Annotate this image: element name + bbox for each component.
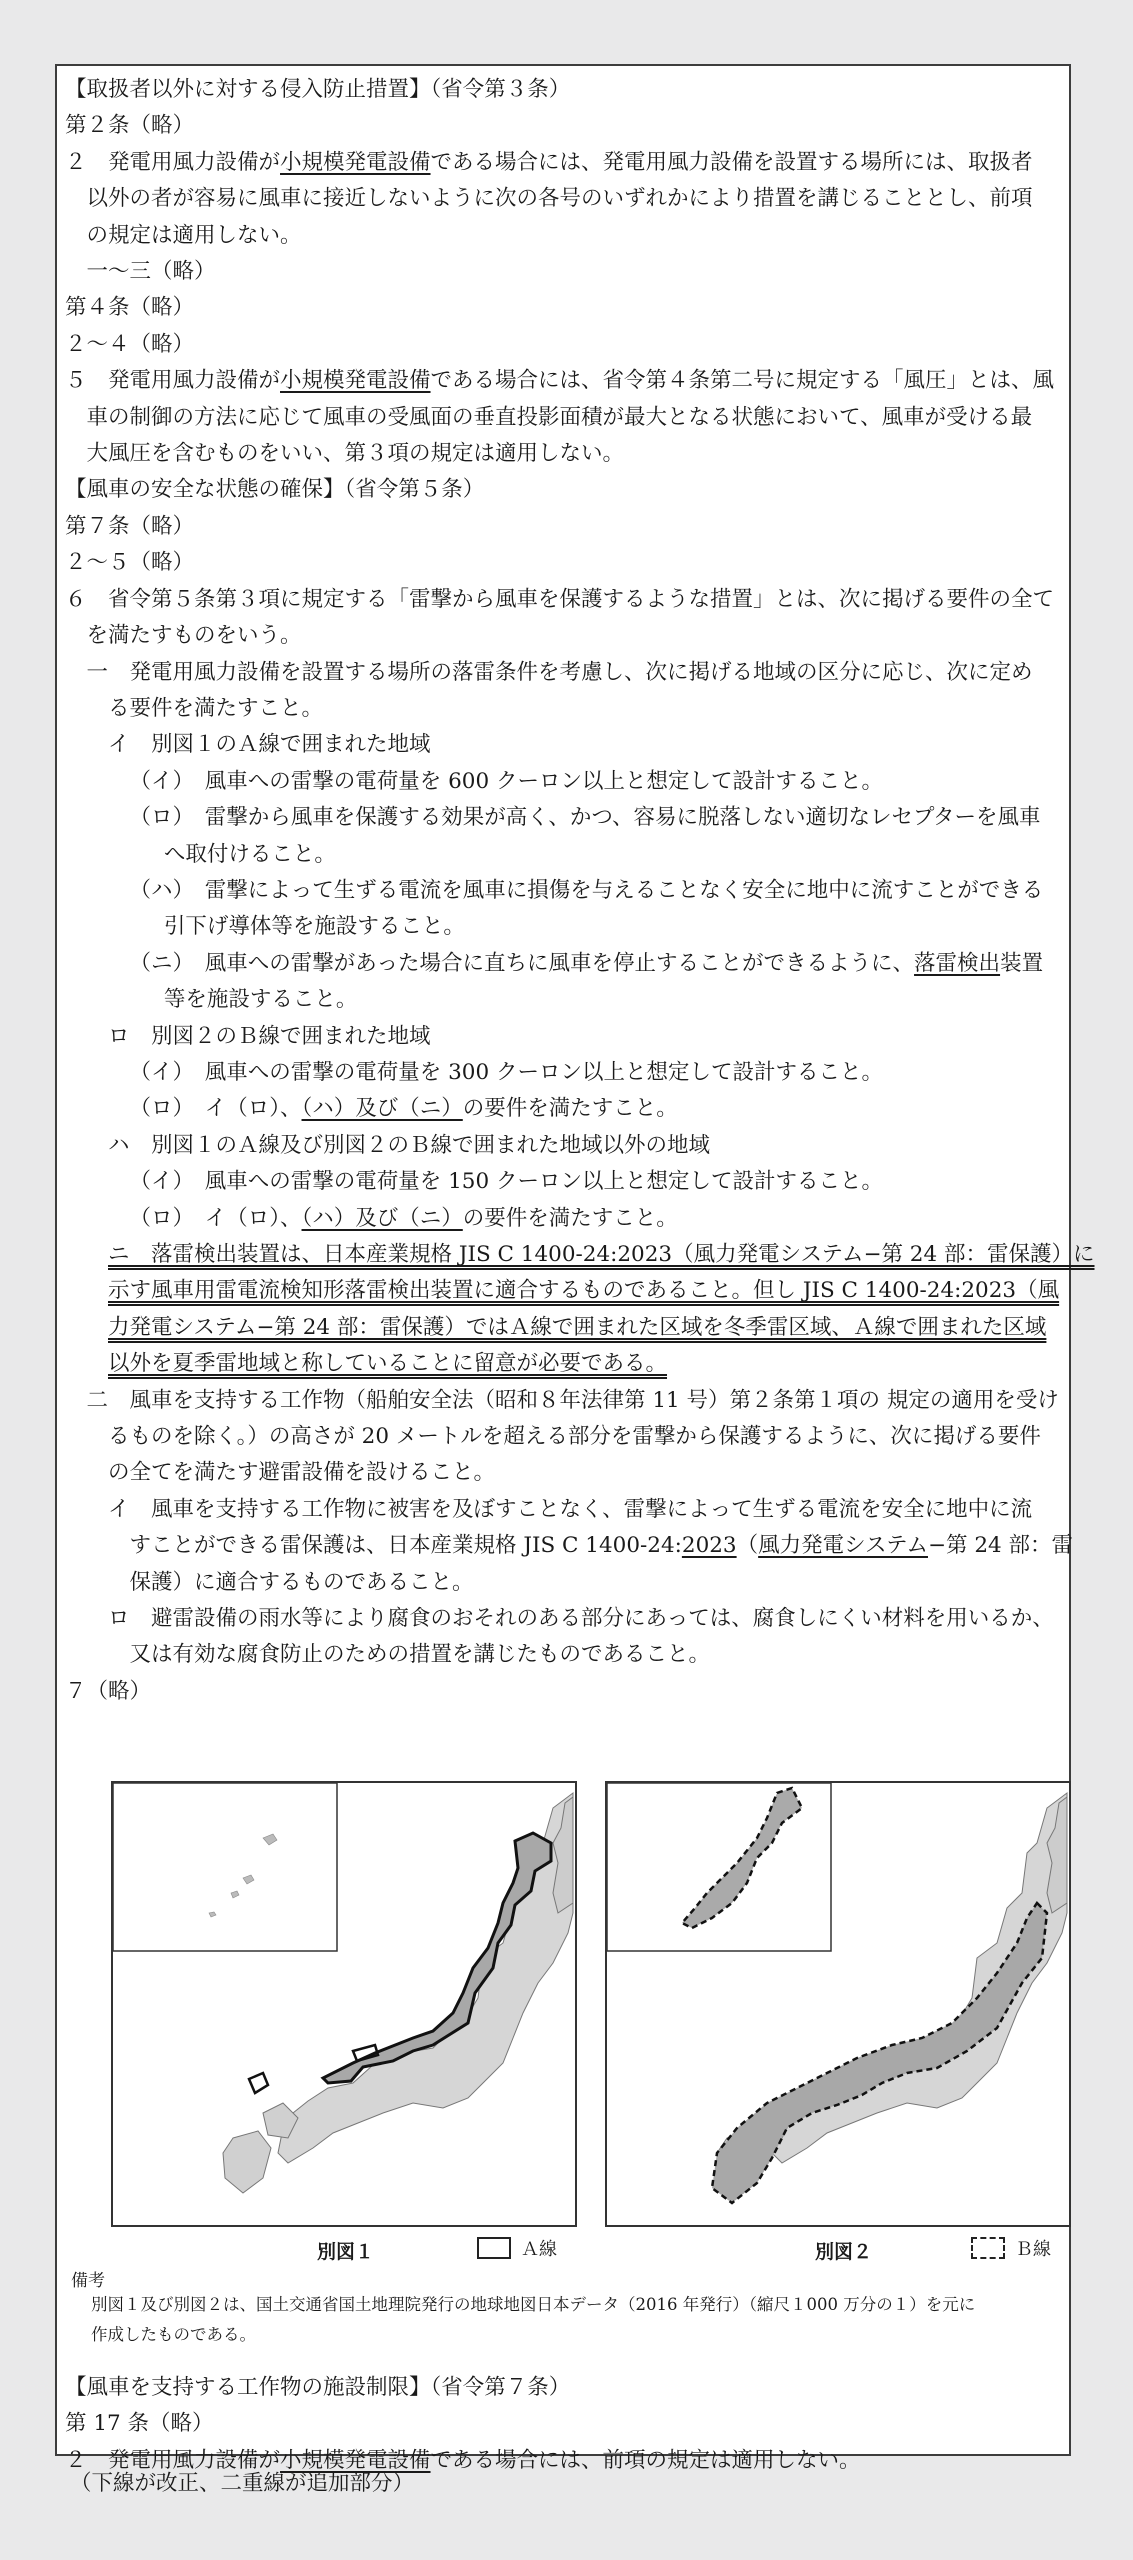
text-run: （イ） 風車への雷撃の電荷量を 150 クーロン以上と想定して設計すること。 — [129, 1169, 883, 1195]
text-line — [65, 509, 1065, 545]
figure-2-label: 別図２ — [815, 2241, 873, 2263]
text-line — [65, 1455, 1065, 1491]
underlined-term: 落雷検出 — [914, 950, 1001, 976]
text-line — [65, 582, 1065, 618]
text-line — [65, 1383, 1065, 1419]
text-run: 又は有効な腐食防止のための措置を講じたものであること。 — [129, 1642, 711, 1668]
text-run: （イ） 風車への雷撃の電荷量を 600 クーロン以上と想定して設計すること。 — [129, 768, 883, 794]
text-line — [65, 363, 1065, 399]
text-run: （ — [736, 1533, 759, 1559]
text-run: ５ 発電用風力設備が — [65, 368, 281, 394]
text-line — [65, 545, 1065, 581]
text-line — [65, 145, 1065, 181]
text-run: 以外の者が容易に風車に接近しないように次の各号のいずれかにより措置を講じることとし、前項 — [86, 186, 1033, 212]
text-line — [65, 946, 1065, 982]
article-17-section — [65, 2370, 1065, 2479]
line-b-swatch — [971, 2237, 1005, 2259]
text-line — [65, 691, 1065, 727]
text-line — [65, 909, 1065, 945]
text-line — [65, 837, 1065, 873]
text-line — [65, 1528, 1074, 1564]
regulation-text — [65, 72, 1095, 1710]
text-line — [65, 1674, 1065, 1710]
text-run: （ロ） イ（ロ）、 — [129, 1205, 302, 1231]
text-line — [65, 1273, 1065, 1309]
text-line — [65, 1128, 1065, 1164]
text-run: 車の制御の方法に応じて風車の受風面の垂直投影面積が最大となる状態において、風車が受ける最 — [86, 404, 1033, 430]
text-run: ２～５（略） — [65, 550, 195, 576]
text-line — [65, 1310, 1065, 1346]
text-line — [65, 618, 1065, 654]
text-run: である場合には、前項の規定は適用しない。 — [430, 2447, 861, 2473]
text-run: ロ 避雷設備の雨水等により腐食のおそれのある部分にあっては、腐食しにくい材料を用いるか、 — [108, 1606, 1054, 1632]
notes-line-1: 別図１及び別図２は、国土交通省国土地理院発行の地球地図日本データ（2016 年発行）（縮尺１000 万分の１）を元に — [91, 2295, 976, 2314]
underlined-term: 小規模発電設備 — [280, 2447, 431, 2473]
figure-1-label: 別図１ — [317, 2241, 375, 2263]
text-line — [65, 1237, 1095, 1273]
text-run: （ロ） イ（ロ）、 — [129, 1096, 302, 1122]
double-underlined-text: 力発電システム−第 24 部：雷保護）ではＡ線で囲まれた区域を冬季雷区域、Ａ線で囲まれた区域 — [108, 1314, 1047, 1340]
text-run: ６ 省令第５条第３項に規定する「雷撃から風車を保護するような措置」とは、次に掲げる要件の全て — [65, 586, 1055, 612]
double-underlined-text: 以外を夏季雷地域と称していることに留意が必要である。 — [108, 1351, 668, 1377]
text-line — [65, 655, 1065, 691]
text-run: イ 別図１のＡ線で囲まれた地域 — [108, 732, 431, 758]
text-line — [65, 400, 1065, 436]
text-line — [65, 1019, 1065, 1055]
article-number: 第 17 条（略） — [65, 2411, 214, 2437]
underlined-term: 小規模発電設備 — [280, 368, 431, 394]
text-line — [65, 1492, 1065, 1528]
text-line — [65, 436, 1065, 472]
text-run: る要件を満たすこと。 — [108, 695, 324, 721]
text-run: ７（略） — [65, 1678, 152, 1704]
text-line — [65, 254, 1065, 290]
text-run: 第４条（略） — [65, 295, 195, 321]
text-line — [65, 472, 1065, 508]
text-line — [65, 218, 1065, 254]
text-run: 等を施設すること。 — [163, 987, 358, 1013]
notes-title: 備考 — [71, 2271, 105, 2291]
text-run: 一～三（略） — [86, 259, 216, 285]
text-run: 二 風車を支持する工作物（船舶安全法（昭和８年法律第 11 号）第２条第１項の 規定の適用を受け — [86, 1387, 1059, 1413]
text-run: である場合には、発電用風力設備を設置する場所には、取扱者 — [430, 149, 1033, 175]
figure-1-legend-label: Ａ線 — [521, 2239, 557, 2260]
text-run: 装置 — [1000, 950, 1044, 976]
document-frame — [55, 64, 1095, 2473]
text-run: である場合には、省令第４条第二号に規定する「風圧」とは、風 — [430, 368, 1055, 394]
text-run: すことができる雷保護は、日本産業規格 JIS C 1400-24: — [129, 1533, 682, 1559]
text-run: ２～４（略） — [65, 331, 195, 357]
text-line — [65, 727, 1065, 763]
text-run: 引下げ導体等を施設すること。 — [163, 914, 465, 940]
text-line — [65, 1201, 1065, 1237]
text-line — [65, 1164, 1065, 1200]
line-a-swatch — [477, 2237, 511, 2259]
text-line — [65, 873, 1065, 909]
text-run: ２ 発電用風力設備が — [65, 149, 281, 175]
text-line — [65, 1419, 1065, 1455]
notes-line-2: 作成したものである。 — [91, 2325, 256, 2344]
double-underlined-text: ニ 落雷検出装置は、日本産業規格 JIS C 1400-24:2023（風力発電システム−第 24 部：雷保護）に — [108, 1242, 1095, 1267]
text-line — [65, 72, 1065, 108]
text-run: の要件を満たすこと。 — [462, 1205, 678, 1231]
text-run: 一 発電用風力設備を設置する場所の落雷条件を考慮し、次に掲げる地域の区分に応じ、次に定め — [86, 659, 1033, 685]
figure-2-map — [605, 1781, 1071, 2227]
section-heading: 【風車を支持する工作物の施設制限】（省令第７条） — [65, 2375, 571, 2400]
text-run: −第 24 部：雷 — [927, 1533, 1074, 1559]
text-line — [65, 327, 1065, 363]
text-line — [65, 1055, 1065, 1091]
underlined-term: 小規模発電設備 — [280, 149, 431, 175]
text-run: イ 風車を支持する工作物に被害を及ぼすことなく、雷撃によって生ずる電流を安全に地中に流 — [108, 1496, 1033, 1522]
text-run: の規定は適用しない。 — [86, 222, 302, 248]
underlined-term: 2023 — [681, 1533, 737, 1559]
text-run: （ニ） 風車への雷撃があった場合に直ちに風車を停止することができるように、 — [129, 950, 915, 976]
text-line — [65, 108, 1065, 144]
text-run: ハ 別図１のＡ線及び別図２のＢ線で囲まれた地域以外の地域 — [108, 1132, 711, 1158]
text-run: 第７条（略） — [65, 513, 195, 539]
double-underlined-text: 示す風車用雷電流検知形落雷検出装置に適合するものであること。但し JIS C 1400-24:2023（風 — [108, 1278, 1060, 1304]
amendment-caption: （下線が改正、二重線が追加部分） — [70, 2471, 415, 2496]
text-run: 大風圧を含むものをいい、第３項の規定は適用しない。 — [86, 441, 625, 467]
text-run: の全てを満たす避雷設備を設けること。 — [108, 1460, 496, 1486]
text-line — [65, 800, 1065, 836]
text-line — [65, 1565, 1065, 1601]
figure-2-legend — [971, 2235, 1051, 2261]
text-run: へ取付けること。 — [163, 841, 336, 867]
text-run: 【風車の安全な状態の確保】（省令第５条） — [65, 477, 485, 503]
text-run: （イ） 風車への雷撃の電荷量を 300 クーロン以上と想定して設計すること。 — [129, 1059, 883, 1085]
underlined-term: 風力発電システム — [758, 1533, 928, 1559]
text-line — [65, 290, 1065, 326]
text-line — [65, 1601, 1065, 1637]
text-run: 保護）に適合するものであること。 — [129, 1569, 474, 1595]
figure-2-legend-label: Ｂ線 — [1015, 2239, 1051, 2260]
text-run: 【取扱者以外に対する侵入防止措置】（省令第３条） — [65, 77, 571, 102]
figure-1-legend — [477, 2235, 557, 2261]
text-line — [65, 1346, 1065, 1382]
text-line — [65, 764, 1065, 800]
underlined-term: （ハ）及び（ニ） — [301, 1096, 463, 1122]
text-run: 第２条（略） — [65, 113, 195, 139]
text-run: （ロ） 雷撃から風車を保護する効果が高く、かつ、容易に脱落しない適切なレセプターを風車 — [129, 805, 1041, 831]
text-line — [65, 1091, 1065, 1127]
text-run: の要件を満たすこと。 — [462, 1096, 678, 1122]
text-run: ロ 別図２のＢ線で囲まれた地域 — [108, 1023, 431, 1049]
text-line — [65, 1637, 1065, 1673]
underlined-term: （ハ）及び（ニ） — [301, 1205, 463, 1231]
text-run: （ハ） 雷撃によって生ずる電流を風車に損傷を与えることなく安全に地中に流すことができる — [129, 877, 1044, 903]
text-line — [65, 982, 1065, 1018]
text-line — [65, 181, 1065, 217]
figure-1-map — [111, 1781, 577, 2227]
text-run: ２ 発電用風力設備が — [65, 2447, 281, 2473]
figure-maps — [111, 1781, 1075, 2271]
text-run: るものを除く。）の高さが 20 メートルを超える部分を雷撃から保護するように、次に掲げる要件 — [108, 1424, 1041, 1450]
text-run: を満たすものをいう。 — [86, 623, 302, 649]
